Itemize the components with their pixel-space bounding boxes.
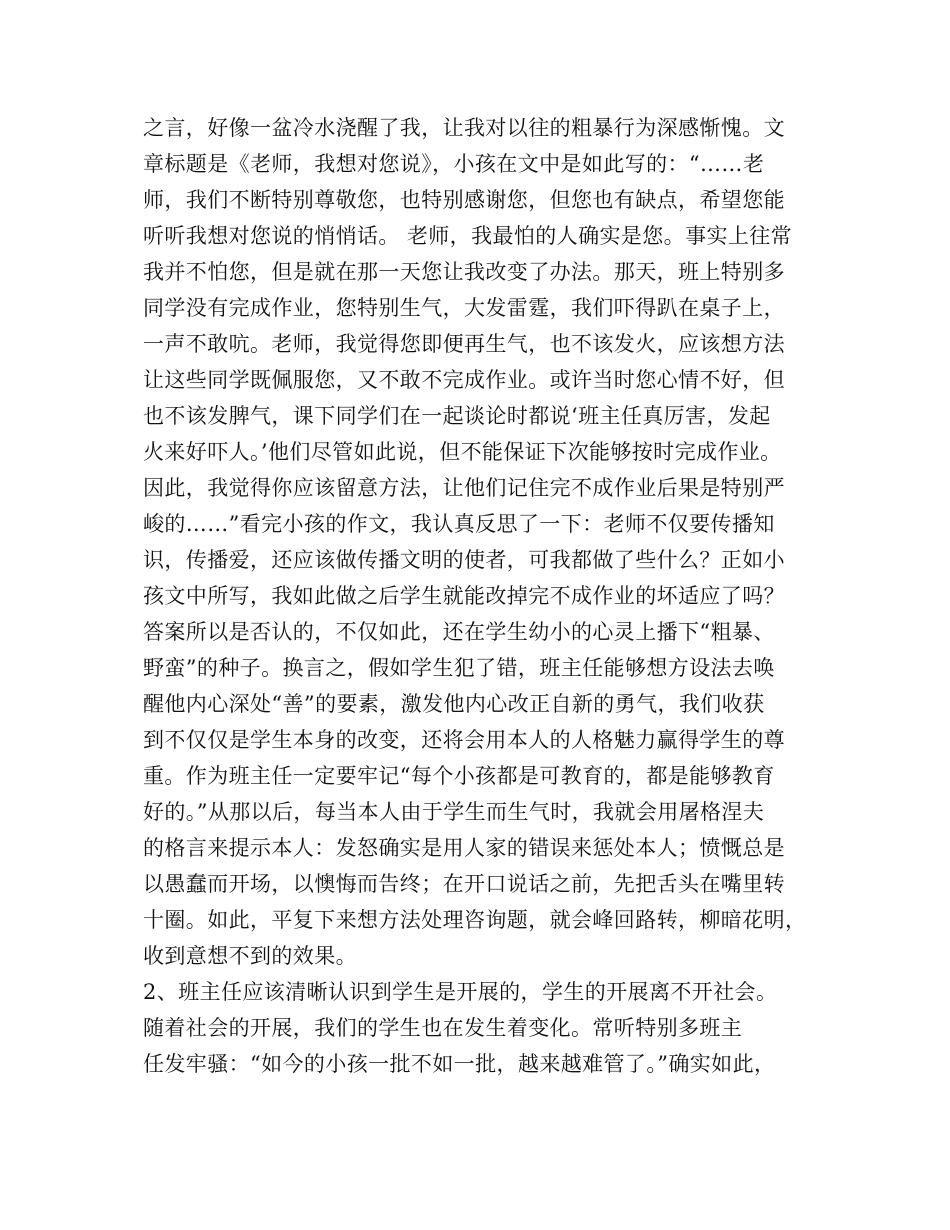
text-line: 一声不敢吭。老师，我觉得您即便再生气，也不该发火，应该想方法: [143, 332, 785, 356]
text-line: 因此，我觉得你应该留意方法，让他们记住完不成作业后果是特别严: [143, 476, 785, 500]
text-line: 识，传播爱，还应该做传播文明的使者，可我都做了些什么？正如小: [143, 548, 785, 572]
text-line: 野蛮”的种子。换言之，假如学生犯了错，班主任能够想方设法去唤: [143, 656, 775, 680]
text-line: 2、班主任应该清晰认识到学生是开展的，学生的开展离不开社会。: [143, 980, 778, 1004]
text-line: 火来好吓人。’他们尽管如此说，但不能保证下次能够按时完成作业。: [143, 440, 782, 464]
text-line: 收到意想不到的效果。: [143, 944, 357, 968]
text-line: 以愚蠢而开场，以懊悔而告终；在开口说话之前，先把舌头在嘴里转: [143, 872, 785, 896]
text-line: 随着社会的开展，我们的学生也在发生着变化。常听特别多班主: [143, 1016, 743, 1040]
text-line: 任发牢骚：“如今的小孩一批不如一批，越来越难管了。”确实如此，: [143, 1052, 776, 1076]
text-line: 十圈。如此，平复下来想方法处理咨询题，就会峰回路转，柳暗花明，: [143, 908, 807, 932]
text-line: 听听我想对您说的悄悄话。 老师，我最怕的人确实是您。事实上往常: [143, 224, 793, 248]
text-line: 好的。”从那以后，每当本人由于学生而生气时，我就会用屠格涅夫: [143, 800, 765, 824]
text-line: 让这些同学既佩服您，又不敢不完成作业。或许当时您心情不好，但: [143, 368, 785, 392]
text-line: 峻的……”看完小孩的作文，我认真反思了一下：老师不仅要传播知: [143, 512, 775, 536]
text-line: 师，我们不断特别尊敬您，也特别感谢您，但您也有缺点，希望您能: [143, 188, 785, 212]
text-line: 之言，好像一盆冷水浇醒了我，让我对以往的粗暴行为深感惭愧。文: [143, 116, 785, 140]
text-line: 到不仅仅是学生本身的改变，还将会用本人的人格魅力赢得学生的尊: [143, 728, 785, 752]
text-line: 的格言来提示本人：发怒确实是用人家的错误来惩处本人；愤慨总是: [143, 836, 785, 860]
text-line: 章标题是《老师，我想对您说》，小孩在文中是如此写的：“……老: [143, 152, 765, 176]
text-line: 我并不怕您，但是就在那一天您让我改变了办法。那天，班上特别多: [143, 260, 785, 284]
text-line: 同学没有完成作业，您特别生气，大发雷霆，我们吓得趴在桌子上，: [143, 296, 785, 320]
text-line: 答案所以是否认的，不仅如此，还在学生幼小的心灵上播下“粗暴、: [143, 620, 775, 644]
text-line: 也不该发脾气，课下同学们在一起谈论时都说‘班主任真厉害，发起: [143, 404, 771, 428]
text-line: 重。作为班主任一定要牢记“每个小孩都是可教育的，都是能够教育: [143, 764, 775, 788]
text-line: 孩文中所写，我如此做之后学生就能改掉完不成作业的坏适应了吗？: [143, 584, 785, 608]
text-line: 醒他内心深处“善”的要素，激发他内心改正自新的勇气，我们收获: [143, 692, 765, 716]
